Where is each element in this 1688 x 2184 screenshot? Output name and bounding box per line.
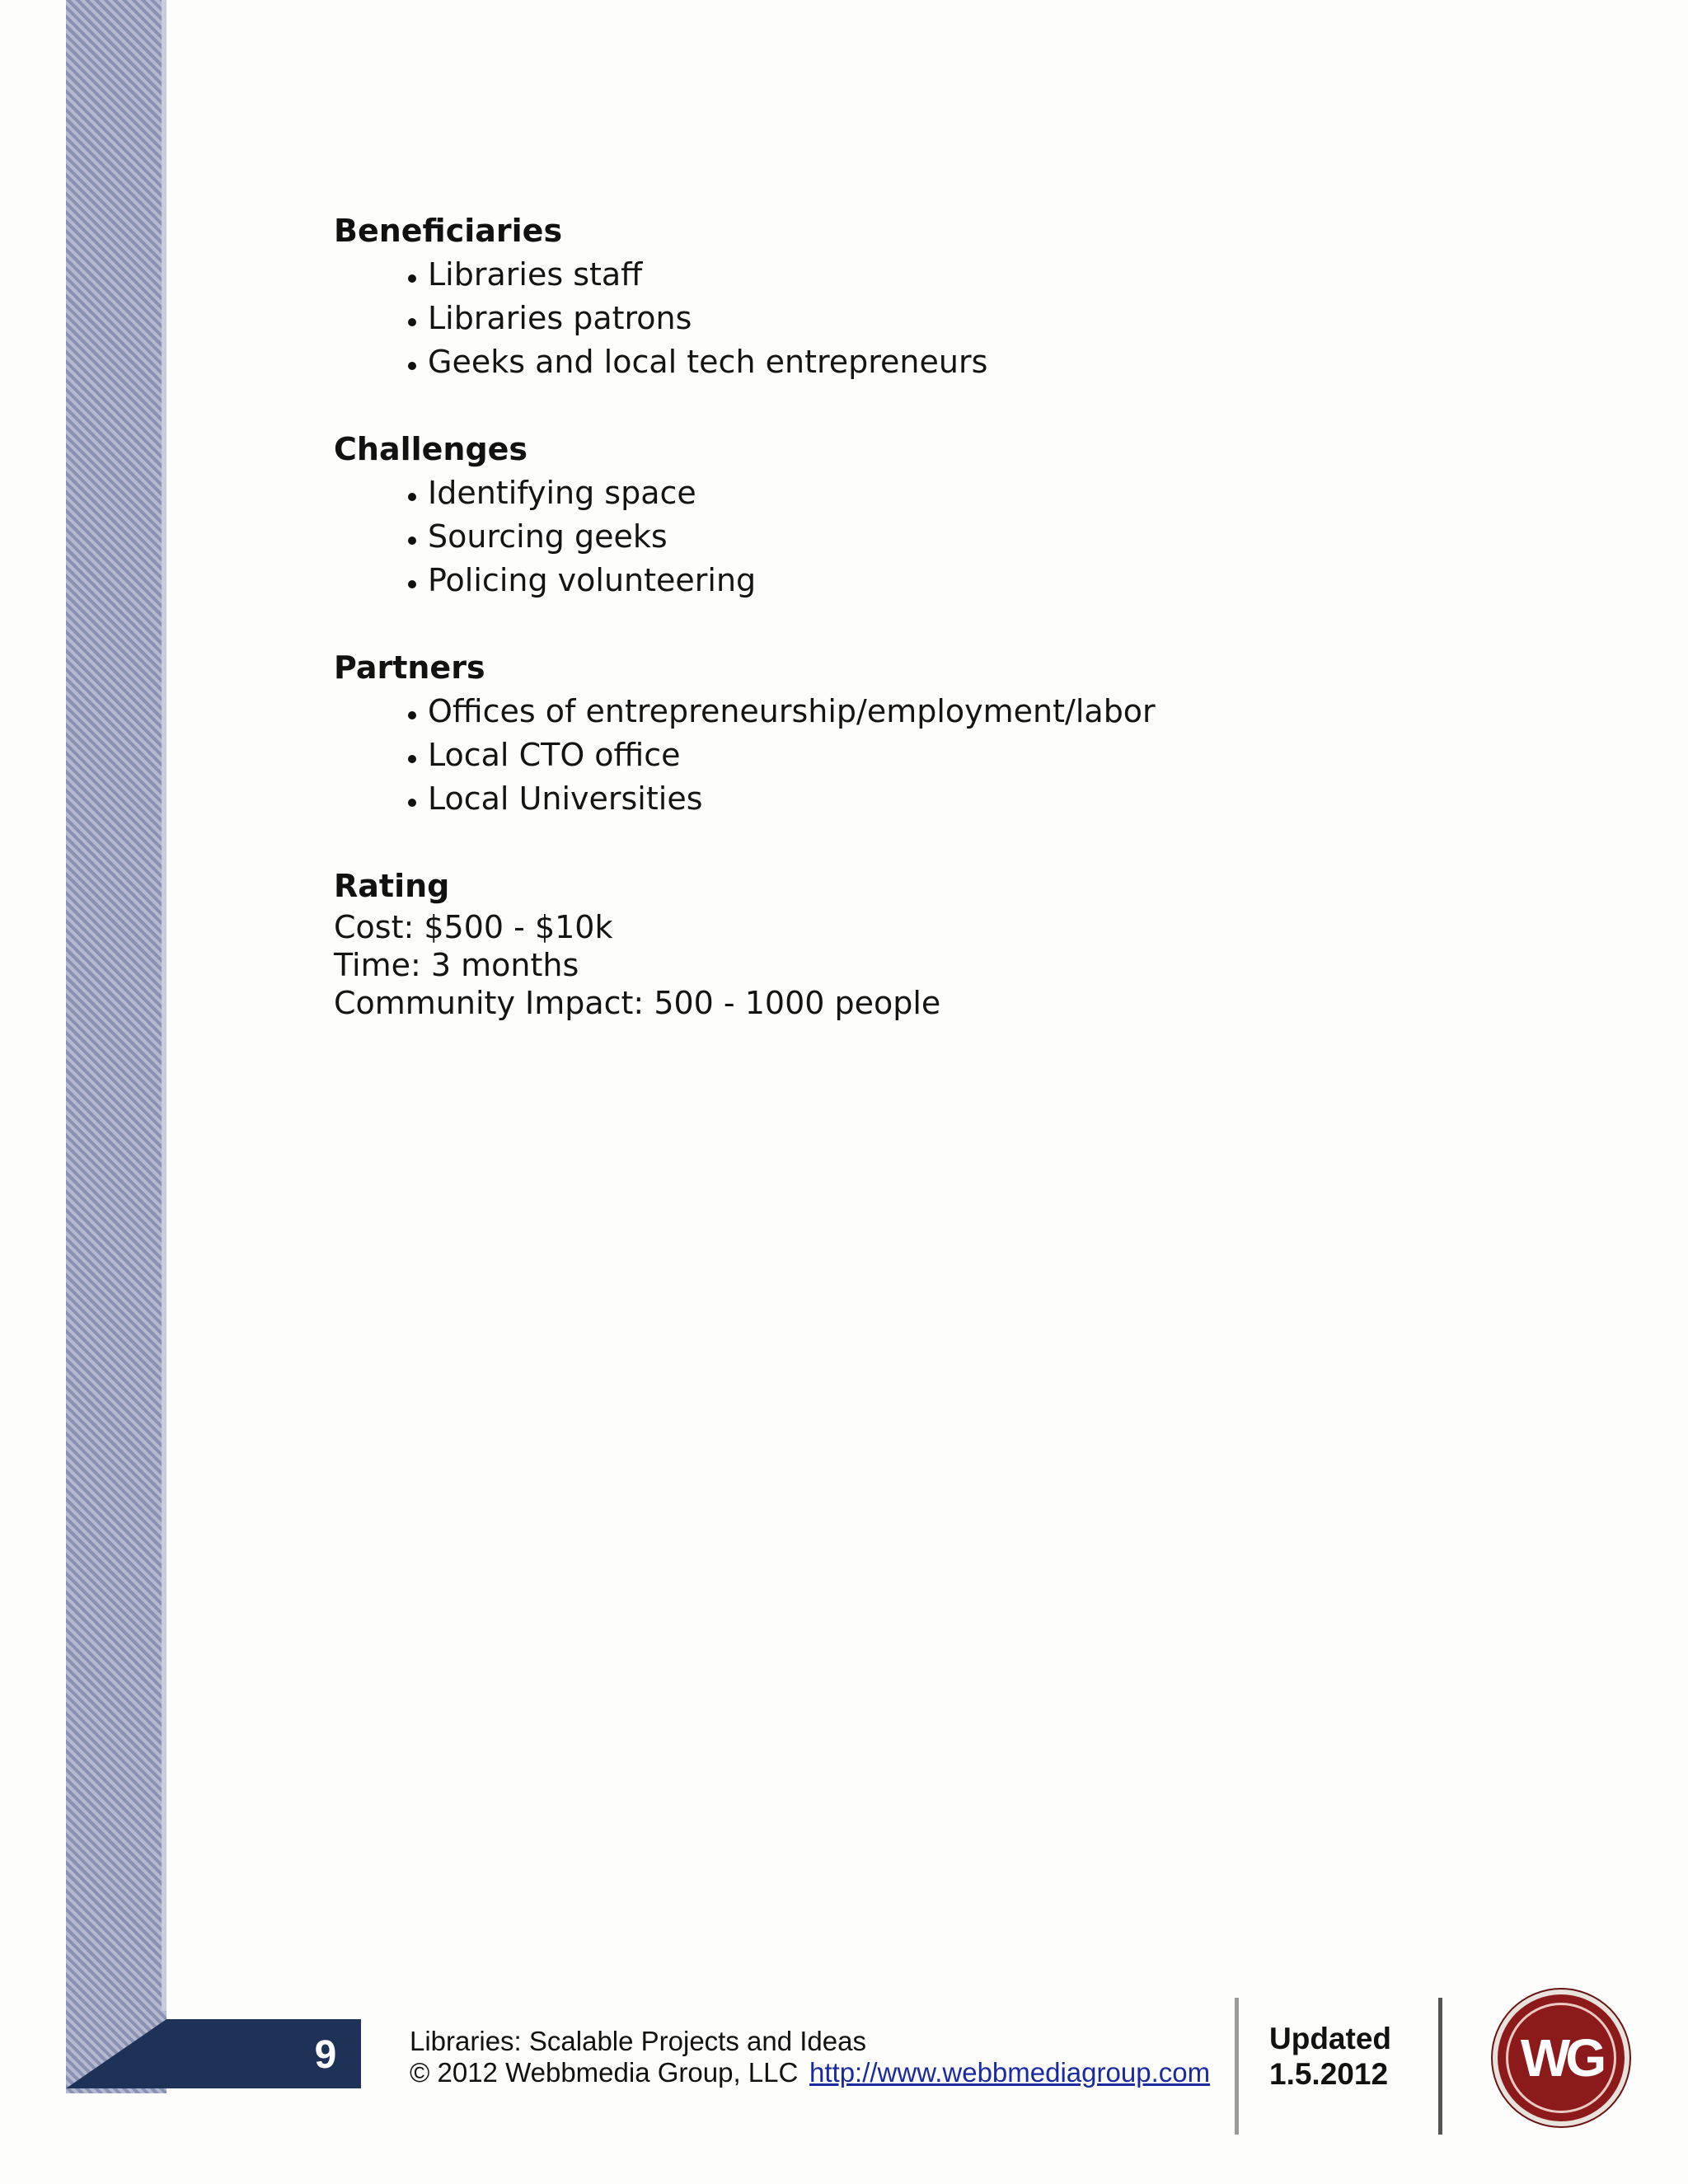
decorative-side-stripe: [66, 0, 166, 2093]
rating-cost: Cost: $500 - $10k: [334, 909, 613, 945]
logo-text: WG: [1520, 2028, 1602, 2088]
section-rating: [334, 864, 1570, 1022]
updated-label: Updated: [1269, 2022, 1391, 2055]
bullet-list: [334, 690, 1570, 821]
list-item: Geeks and local tech entrepreneurs: [406, 340, 1570, 384]
list-item: Libraries staff: [406, 253, 1570, 297]
updated-date: 1.5.2012: [1269, 2057, 1389, 2091]
list-item: Libraries patrons: [406, 297, 1570, 340]
list-item: Policing volunteering: [406, 559, 1570, 602]
rating-community-impact: Community Impact: 500 - 1000 people: [334, 985, 941, 1021]
list-item: Local Universities: [406, 777, 1570, 821]
footer-copyright: © 2012 Webbmedia Group, LLC: [410, 2057, 799, 2088]
section-heading: Partners: [334, 649, 485, 686]
page-number: 9: [314, 2033, 337, 2077]
section-heading: Rating: [334, 868, 450, 904]
footer-document-title: Libraries: Scalable Projects and Ideas: [410, 2026, 866, 2056]
rating-time: Time: 3 months: [334, 947, 579, 983]
section-partners: [334, 645, 1570, 821]
list-item: Sourcing geeks: [406, 515, 1570, 559]
list-item: Identifying space: [406, 471, 1570, 515]
footer-divider: [1235, 1998, 1239, 2135]
footer-divider: [1438, 1998, 1442, 2135]
bullet-list: [334, 471, 1570, 602]
page-content: [334, 209, 1570, 1065]
list-item: Offices of entrepreneurship/employment/labor: [406, 690, 1570, 733]
list-item: Local CTO office: [406, 733, 1570, 777]
updated-block: [1269, 2021, 1426, 2092]
bullet-list: [334, 253, 1570, 384]
side-stripe-edge: [162, 0, 166, 2011]
webbmedia-logo: [1498, 1994, 1625, 2121]
section-heading: Challenges: [334, 431, 528, 467]
section-beneficiaries: [334, 209, 1570, 384]
section-heading: Beneficiaries: [334, 213, 563, 249]
footer-website-link[interactable]: http://www.webbmediagroup.com: [809, 2057, 1211, 2088]
tab-triangle: [66, 2019, 166, 2088]
section-challenges: [334, 427, 1570, 602]
